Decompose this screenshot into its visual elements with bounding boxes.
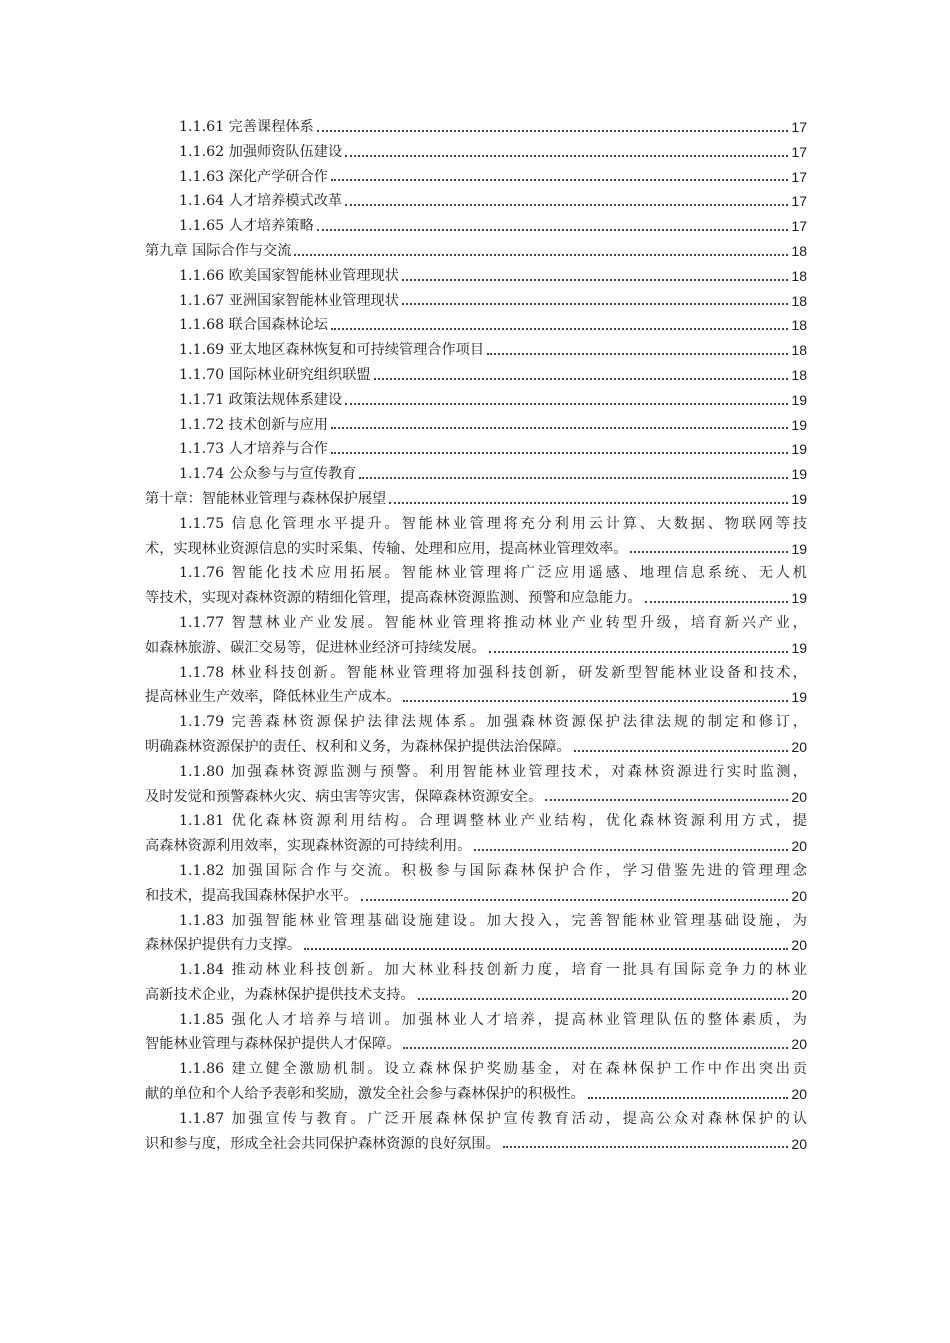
toc-entry[interactable] (145, 809, 807, 859)
toc-chapter-title: 第十章：智能林业管理与森林保护展望 (145, 490, 387, 507)
toc-entry-line2: 提高林业生产效率，降低林业生产成本。 (145, 689, 401, 706)
toc-entry-line1: 1.1.79 完善森林资源保护法律法规体系。加强森林资源保护法律法规的制定和修订， (179, 714, 807, 731)
toc-entry[interactable] (145, 214, 807, 239)
toc-entry-line2: 森林保护提供有力支撑。 (145, 937, 302, 954)
dot-leader (389, 502, 788, 504)
toc-entry[interactable] (145, 264, 807, 289)
page-number: 20 (791, 937, 807, 954)
toc-chapter[interactable] (145, 239, 807, 264)
toc-entry-title: 1.1.61 完善课程体系 (179, 119, 314, 135)
toc-entry-title: 1.1.71 政策法规体系建设 (179, 391, 343, 408)
toc-entry-line2-row (145, 735, 807, 760)
page-number: 17 (791, 193, 807, 210)
toc-entry-line1: 1.1.87 加强宣传与教育。广泛开展森林保护宣传教育活动，提高公众对森林保护的认 (179, 1110, 807, 1127)
toc-entry-title: 1.1.73 人才培养与合作 (179, 441, 328, 458)
page-number: 20 (791, 1086, 807, 1103)
dot-leader (487, 353, 788, 355)
toc-entry-line1: 1.1.77 智慧林业产业发展。智能林业管理将推动林业产业转型升级，培育新兴产业， (179, 614, 807, 631)
toc-entry-title: 1.1.69 亚太地区森林恢复和可持续管理合作项目 (179, 342, 485, 359)
dot-leader (645, 601, 789, 603)
toc-entry[interactable] (145, 289, 807, 314)
toc-entry[interactable] (145, 462, 807, 487)
page-number: 17 (791, 168, 807, 185)
page-number: 18 (791, 317, 807, 334)
toc-entry-title: 1.1.67 亚洲国家智能林业管理现状 (179, 292, 399, 309)
toc-entry-line2: 智能林业管理与森林保护提供人才保障。 (145, 1036, 401, 1053)
page-number: 18 (791, 366, 807, 383)
toc-entry-line2-row (145, 933, 807, 958)
toc-entry-line2-row (145, 785, 807, 810)
toc-entry[interactable] (145, 958, 807, 1008)
toc-entry-line2-row (145, 586, 807, 611)
toc-entry-line2-row (145, 834, 807, 859)
dot-leader (574, 750, 789, 752)
dot-leader (317, 130, 789, 132)
toc-entry[interactable] (145, 363, 807, 388)
page-number: 19 (791, 416, 807, 433)
dot-leader (331, 427, 788, 429)
page-number: 19 (791, 639, 807, 656)
toc-entry[interactable] (145, 859, 807, 909)
toc-entry-title: 1.1.66 欧美国家智能林业管理现状 (179, 267, 399, 284)
toc-entry[interactable] (145, 909, 807, 959)
page-number: 19 (791, 689, 807, 706)
page-number: 19 (791, 590, 807, 607)
page-number: 19 (791, 391, 807, 408)
page-number: 19 (791, 441, 807, 458)
toc-chapter[interactable] (145, 487, 807, 512)
dot-leader (359, 477, 788, 479)
page-number: 17 (791, 218, 807, 235)
toc-entry[interactable] (145, 1008, 807, 1058)
toc-entry-title: 1.1.72 技术创新与应用 (179, 416, 328, 433)
dot-leader (545, 799, 788, 801)
dot-leader (403, 1047, 788, 1049)
toc-entry-line2: 和技术，提高我国森林保护水平。 (145, 887, 358, 904)
toc-entry[interactable] (145, 338, 807, 363)
dot-leader (489, 651, 789, 653)
dot-leader (374, 378, 789, 380)
dot-leader (474, 849, 788, 851)
page-number: 20 (791, 1135, 807, 1152)
toc-entry-line2-row (145, 636, 807, 661)
toc-entry-line2-row (145, 1132, 807, 1157)
toc-entry-line2-row (145, 537, 807, 562)
toc-entry-line2: 术，实现林业资源信息的实时采集、传输、处理和应用，提高林业管理效率。 (145, 540, 628, 557)
toc-entry[interactable] (145, 611, 807, 661)
toc-entry-line1: 1.1.80 加强森林资源监测与预警。利用智能林业管理技术，对森林资源进行实时监测， (179, 763, 807, 780)
toc-entry-line2: 献的单位和个人给予表彰和奖励，激发全社会参与森林保护的积极性。 (145, 1086, 585, 1103)
toc-entry[interactable] (145, 313, 807, 338)
toc-entry-title: 1.1.62 加强师资队伍建设 (179, 143, 343, 160)
toc-entry[interactable] (145, 661, 807, 711)
table-of-contents (145, 115, 807, 1156)
dot-leader (345, 403, 788, 405)
dot-leader (331, 328, 788, 330)
toc-entry-line1: 1.1.86 建立健全激励机制。设立森林保护奖励基金，对在森林保护工作中作出突出贡 (179, 1061, 807, 1078)
dot-leader (345, 155, 788, 157)
dot-leader (331, 452, 788, 454)
toc-entry-line2: 高森林资源利用效率，实现森林资源的可持续利用。 (145, 838, 472, 855)
toc-entry[interactable] (145, 1057, 807, 1107)
dot-leader (418, 998, 789, 1000)
toc-entry-line2: 明确森林资源保护的责任、权利和义务，为森林保护提供法治保障。 (145, 738, 571, 755)
page-number: 18 (791, 267, 807, 284)
toc-entry-line2-row (145, 1032, 807, 1057)
page-number: 18 (791, 342, 807, 359)
toc-entry-line2: 识和参与度，形成全社会共同保护森林资源的良好氛围。 (145, 1135, 500, 1152)
toc-entry[interactable] (145, 437, 807, 462)
page-number: 20 (791, 838, 807, 855)
page-number: 18 (791, 242, 807, 259)
toc-entry-line1: 1.1.83 加强智能林业管理基础设施建设。加大投入，完善智能林业管理基础设施，为 (179, 912, 807, 929)
toc-entry-title: 1.1.63 深化产学研合作 (179, 168, 328, 185)
page-number: 19 (791, 490, 807, 507)
toc-entry-line1: 1.1.76 智能化技术应用拓展。智能林业管理将广泛应用遥感、地理信息系统、无人机 (179, 565, 807, 582)
toc-entry-line2: 等技术，实现对森林资源的精细化管理，提高森林资源监测、预警和应急能力。 (145, 590, 642, 607)
toc-entry-title: 1.1.65 人才培养策略 (179, 218, 314, 235)
toc-entry-title: 1.1.64 人才培养模式改革 (179, 193, 343, 210)
toc-entry-line2-row (145, 1082, 807, 1107)
toc-entry-line2: 高新技术企业，为森林保护提供技术支持。 (145, 986, 415, 1003)
toc-entry[interactable] (145, 1107, 807, 1157)
dot-leader (331, 179, 788, 181)
toc-chapter-title: 第九章 国际合作与交流 (145, 242, 292, 259)
toc-entry-line1: 1.1.78 林业科技创新。智能林业管理将加强科技创新，研发新型智能林业设备和技术， (179, 664, 807, 681)
toc-entry[interactable] (145, 165, 807, 190)
dot-leader (345, 204, 788, 206)
toc-entry-line2-row (145, 884, 807, 909)
page-number: 20 (791, 1036, 807, 1053)
toc-entry-line2: 及时发觉和预警森林火灾、病虫害等灾害，保障森林资源安全。 (145, 788, 543, 805)
toc-entry-line2-row (145, 685, 807, 710)
dot-leader (294, 254, 788, 256)
dot-leader (630, 551, 788, 553)
dot-leader (317, 229, 789, 231)
toc-entry[interactable] (145, 512, 807, 562)
toc-entry-line2: 如森林旅游、碳汇交易等，促进林业经济可持续发展。 (145, 639, 486, 656)
toc-entry-title: 1.1.74 公众参与与宣传教育 (179, 466, 357, 483)
dot-leader (304, 948, 788, 950)
dot-leader (503, 1146, 789, 1148)
page-number: 20 (791, 986, 807, 1003)
page-number: 18 (791, 292, 807, 309)
dot-leader (361, 899, 789, 901)
toc-entry-line1: 1.1.81 优化森林资源利用结构。合理调整林业产业结构，优化森林资源利用方式，提 (179, 813, 807, 830)
page-number: 17 (791, 143, 807, 160)
toc-entry[interactable] (145, 189, 807, 214)
toc-entry[interactable] (145, 413, 807, 438)
dot-leader (402, 303, 789, 305)
toc-entry-line2-row (145, 983, 807, 1008)
toc-entry-title: 1.1.70 国际林业研究组织联盟 (179, 366, 371, 383)
toc-entry[interactable] (145, 710, 807, 760)
toc-entry-line1: 1.1.75 信息化管理水平提升。智能林业管理将充分利用云计算、大数据、物联网等技 (179, 515, 807, 532)
toc-entry-line1: 1.1.85 强化人才培养与培训。加强林业人才培养，提高林业管理队伍的整体素质，为 (179, 1011, 807, 1028)
toc-entry[interactable] (145, 140, 807, 165)
toc-entry-line1: 1.1.84 推动林业科技创新。加大林业科技创新力度，培育一批具有国际竞争力的林业 (179, 962, 807, 979)
page-number: 19 (791, 540, 807, 557)
toc-entry[interactable] (145, 115, 807, 140)
dot-leader (402, 279, 789, 281)
page-number: 20 (791, 738, 807, 755)
page-number: 19 (791, 466, 807, 483)
toc-entry[interactable] (145, 760, 807, 810)
dot-leader (588, 1097, 789, 1099)
page-number: 17 (791, 119, 807, 135)
page-number: 20 (791, 887, 807, 904)
dot-leader (403, 700, 788, 702)
page-number: 20 (791, 788, 807, 805)
toc-entry[interactable] (145, 388, 807, 413)
toc-entry-title: 1.1.68 联合国森林论坛 (179, 317, 328, 334)
toc-entry-line1: 1.1.82 加强国际合作与交流。积极参与国际森林保护合作，学习借鉴先进的管理理念 (179, 862, 807, 879)
toc-entry[interactable] (145, 561, 807, 611)
